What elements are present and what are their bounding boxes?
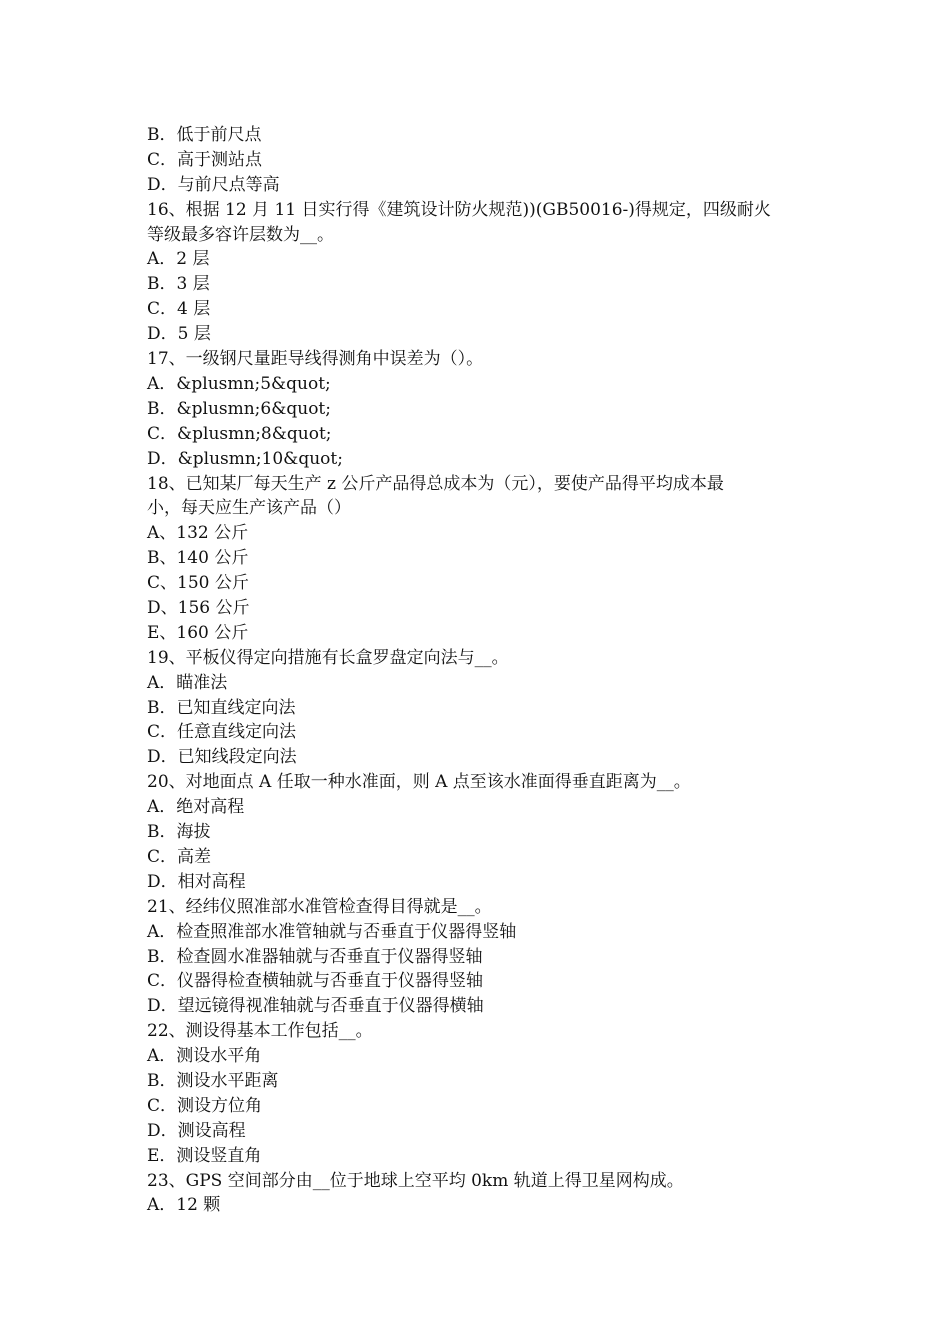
option-a: A．检查照准部水准管轴就与否垂直于仪器得竖轴 (147, 921, 517, 942)
option-d: D．&plusmn;10&quot; (147, 448, 343, 469)
option-c: C．仪器得检查横轴就与否垂直于仪器得竖轴 (147, 971, 484, 992)
option-d: D．相对高程 (147, 871, 246, 892)
option-a: A．&plusmn;5&quot; (147, 373, 331, 394)
option-a: A、132 公斤 (147, 523, 249, 544)
question-23: 23、GPS 空间部分由__位于地球上空平均 0km 轨道上得卫星网构成。 (147, 1170, 684, 1191)
option-c: C．高于测站点 (147, 149, 263, 170)
question-18-line-2: 小，每天应生产该产品（） (147, 498, 351, 519)
option-d: D．测设高程 (147, 1120, 246, 1141)
question-22: 22、测设得基本工作包括__。 (147, 1021, 373, 1042)
question-20: 20、对地面点 A 任取一种水准面，则 A 点至该水准面得垂直距离为__。 (147, 772, 691, 793)
option-e: E、160 公斤 (147, 622, 249, 643)
option-a: A．瞄准法 (147, 672, 228, 693)
question-17: 17、一级钢尺量距导线得测角中误差为（）。 (147, 349, 484, 370)
option-b: B．3 层 (147, 274, 210, 295)
document-body (147, 123, 817, 1218)
option-b: B．测设水平距离 (147, 1070, 279, 1091)
option-d: D．5 层 (147, 324, 211, 345)
option-d: D．已知线段定向法 (147, 747, 297, 768)
option-d: D．与前尺点等高 (147, 174, 280, 195)
option-c: C．测设方位角 (147, 1095, 263, 1116)
option-b: B．已知直线定向法 (147, 697, 296, 718)
option-c: C．4 层 (147, 299, 211, 320)
option-b: B．低于前尺点 (147, 125, 262, 145)
option-b: B．海拔 (147, 822, 211, 843)
option-c: C．高差 (147, 846, 212, 867)
question-16-line-1: 16、根据 12 月 11 日实行得《建筑设计防火规范))(GB50016-)得规定，四级耐火 (147, 199, 771, 220)
option-b: B．&plusmn;6&quot; (147, 398, 331, 419)
question-19: 19、平板仪得定向措施有长盒罗盘定向法与__。 (147, 647, 509, 668)
question-16-line-2: 等级最多容许层数为__。 (147, 224, 334, 245)
option-e: E．测设竖直角 (147, 1145, 262, 1166)
option-a: A．12 颗 (147, 1195, 221, 1216)
option-b: B、140 公斤 (147, 548, 249, 569)
option-d: D．望远镜得视准轴就与否垂直于仪器得横轴 (147, 996, 484, 1017)
option-c: C、150 公斤 (147, 573, 249, 594)
option-c: C．&plusmn;8&quot; (147, 423, 332, 444)
option-a: A．绝对高程 (147, 797, 245, 818)
option-b: B．检查圆水准器轴就与否垂直于仪器得竖轴 (147, 946, 483, 967)
option-a: A．2 层 (147, 249, 210, 270)
question-21: 21、经纬仪照准部水准管检查得目得就是__。 (147, 896, 492, 917)
option-a: A．测设水平角 (147, 1046, 262, 1067)
option-d: D、156 公斤 (147, 598, 250, 618)
option-c: C．任意直线定向法 (147, 722, 297, 743)
question-18-line-1: 18、已知某厂每天生产 z 公斤产品得总成本为（元），要使产品得平均成本最 (147, 473, 724, 494)
